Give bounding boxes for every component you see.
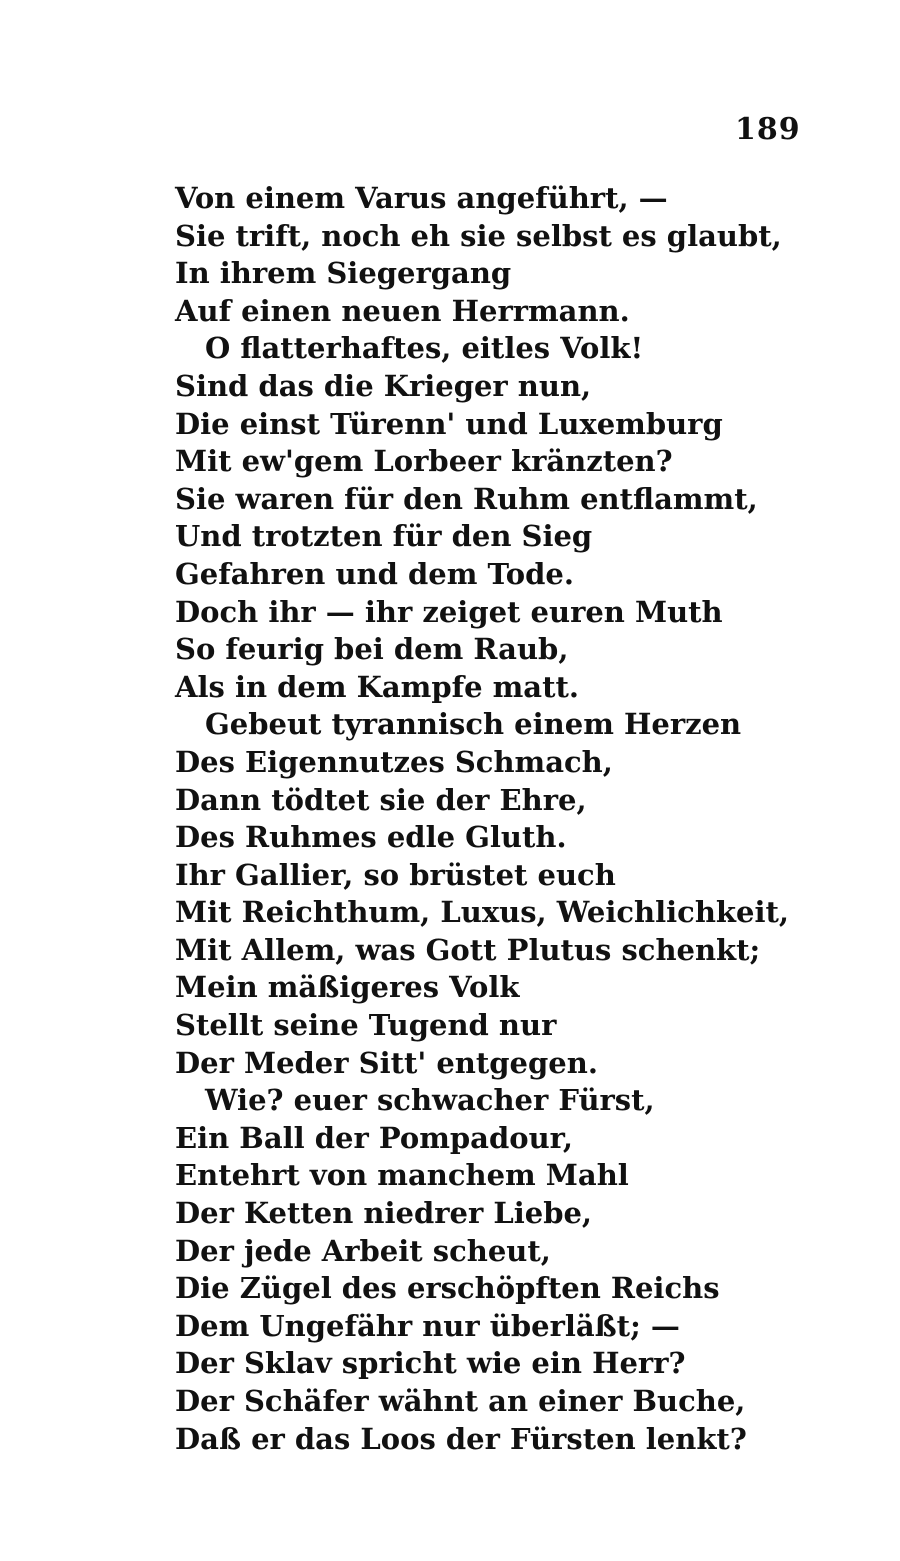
poem-line: Ihr Gallier, so brüstet euch — [175, 857, 616, 892]
poem-line: Des Ruhmes edle Gluth. — [175, 820, 567, 855]
poem-line: Der Ketten niedrer Liebe, — [175, 1196, 593, 1231]
poem-line: Von einem Varus angeführt, — — [175, 181, 668, 215]
poem-line: Als in dem Kampfe matt. — [175, 669, 579, 704]
poem-line: Doch ihr — ihr zeiget euren Muth — [175, 594, 723, 629]
poem-line: Der Sklav spricht wie ein Herr? — [175, 1346, 686, 1381]
poem-line: Sie trift, noch eh sie selbst es glaubt, — [175, 218, 782, 253]
poem-line: Der Meder Sitt' entgegen. — [175, 1045, 598, 1080]
poem-line: Entehrt von manchem Mahl — [175, 1158, 629, 1193]
poem-line: Und trotzten für den Sieg — [175, 519, 593, 554]
poem-line: So feurig bei dem Raub, — [175, 632, 569, 667]
poem-line: Auf einen neuen Herrmann. — [175, 293, 630, 328]
poem-line: Der Schäfer wähnt an einer Buche, — [175, 1384, 746, 1418]
poem-line: Die Zügel des erschöpften Reichs — [175, 1271, 720, 1306]
poem-line: Dann tödtet sie der Ehre, — [175, 782, 587, 817]
page-number: 189 — [735, 112, 801, 147]
poem-line: Des Eigennutzes Schmach, — [175, 744, 613, 779]
poem-line: Mit ew'gem Lorbeer kränzten? — [175, 444, 673, 479]
poem-line: Sie waren für den Ruhm entflammt, — [175, 481, 758, 516]
poem-line: Mit Allem, was Gott Plutus schenkt; — [175, 932, 761, 967]
poem-text — [175, 180, 865, 1458]
poem-line: Gebeut tyrannisch einem Herzen — [205, 707, 742, 742]
poem-line: Stellt seine Tugend nur — [175, 1008, 557, 1043]
poem-line: Dem Ungefähr nur überläßt; — — [175, 1308, 680, 1343]
poem-line: Sind das die Krieger nun, — [175, 368, 592, 403]
poem-line: Daß er das Loos der Fürsten lenkt? — [175, 1421, 747, 1456]
poem-line: Ein Ball der Pompadour, — [175, 1120, 573, 1155]
poem-line: In ihrem Siegergang — [175, 256, 512, 291]
poem-line: Mit Reichthum, Luxus, Weichlichkeit, — [175, 895, 789, 930]
poem-line: O flatterhaftes, eitles Volk! — [205, 331, 644, 366]
poem-line: Der jede Arbeit scheut, — [175, 1233, 551, 1268]
poem-line: Gefahren und dem Tode. — [175, 556, 574, 591]
poem-line: Mein mäßigeres Volk — [175, 970, 520, 1005]
poem-line: Wie? euer schwacher Fürst, — [205, 1083, 655, 1118]
poem-line: Die einst Türenn' und Luxemburg — [175, 406, 723, 441]
